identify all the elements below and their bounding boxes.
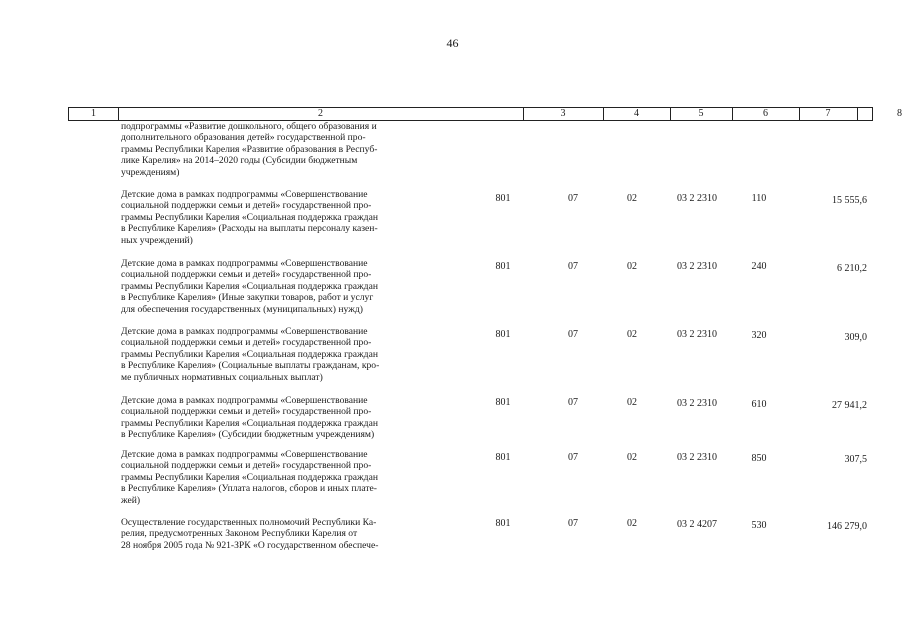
header-col-7: 7 (825, 108, 831, 119)
description-line: граммы Республики Карелия «Развитие образования в Респуб- (121, 143, 378, 155)
description-line: социальной поддержки семьи и детей» государственной про- (121, 337, 372, 349)
description-line: в Республике Карелия» (Иные закупки товаров, работ и услуг (121, 292, 374, 304)
cell-target-item: 03 2 4207 (677, 519, 717, 530)
description-line: социальной поддержки семьи и детей» государственной про- (121, 460, 372, 472)
header-col-2: 2 (318, 108, 323, 119)
cell-admin-code: 801 (495, 518, 511, 529)
cell-target-item: 03 2 2310 (677, 398, 717, 409)
cell-target-item: 03 2 2310 (677, 193, 717, 204)
header-col-8: 8 (897, 108, 902, 119)
cell-amount: 309,0 (844, 332, 867, 343)
cell-subsection: 02 (627, 518, 637, 529)
description-line: дополнительного образования детей» государственной про- (121, 132, 366, 144)
cell-amount: 15 555,6 (832, 195, 867, 206)
description-line: Осуществление государственных полномочий Республики Ка- (121, 517, 377, 528)
description-line: ме публичных нормативных социальных выплат) (121, 371, 323, 383)
cell-admin-code: 801 (495, 193, 511, 204)
description-line: социальной поддержки семьи и детей» государственной про- (121, 269, 372, 281)
cell-admin-code: 801 (495, 329, 511, 340)
cell-expense-type: 530 (751, 520, 767, 531)
row-description (121, 189, 451, 246)
description-line: учреждениям) (121, 166, 180, 178)
description-line: граммы Республики Карелия «Социальная поддержка граждан (121, 471, 378, 483)
row-description (121, 395, 451, 441)
description-line: жей) (121, 494, 141, 506)
cell-target-item: 03 2 2310 (677, 261, 717, 272)
cell-admin-code: 801 (495, 261, 511, 272)
description-line: подпрограммы «Развитие дошкольного, общего образования и (121, 121, 377, 132)
cell-subsection: 02 (627, 329, 637, 340)
description-line: Детские дома в рамках подпрограммы «Совершенствование (121, 258, 368, 269)
description-line: в Республике Карелия» (Субсидии бюджетным учреждениям) (121, 429, 375, 441)
cell-amount: 146 279,0 (827, 521, 867, 532)
description-line: в Республике Карелия» (Расходы на выплаты персоналу казен- (121, 223, 378, 235)
cell-subsection: 02 (627, 193, 637, 204)
cell-section: 07 (568, 329, 578, 340)
header-col-1: 1 (91, 108, 96, 119)
row-description (121, 121, 451, 178)
cell-amount: 307,5 (844, 454, 867, 465)
description-line: социальной поддержки семьи и детей» государственной про- (121, 200, 372, 212)
cell-section: 07 (568, 193, 578, 204)
description-line: граммы Республики Карелия «Социальная поддержка граждан (121, 211, 378, 223)
header-col-3: 3 (560, 108, 566, 119)
cell-expense-type: 240 (751, 261, 767, 272)
cell-subsection: 02 (627, 397, 637, 408)
description-line: граммы Республики Карелия «Социальная поддержка граждан (121, 417, 378, 429)
description-line: 28 ноября 2005 года № 921-ЗРК «О государственном обеспече- (121, 539, 379, 551)
cell-section: 07 (568, 261, 578, 272)
row-description (121, 326, 451, 383)
cell-section: 07 (568, 518, 578, 529)
description-line: социальной поддержки семьи и детей» государственной про- (121, 406, 372, 418)
description-line: Детские дома в рамках подпрограммы «Совершенствование (121, 449, 368, 460)
cell-section: 07 (568, 452, 578, 463)
cell-amount: 6 210,2 (837, 263, 867, 274)
cell-expense-type: 110 (751, 193, 767, 204)
description-line: граммы Республики Карелия «Социальная поддержка граждан (121, 280, 378, 292)
description-line: релия, предусмотренных Законом Республики Карелия от (121, 528, 358, 540)
row-description (121, 449, 451, 506)
description-line: для обеспечения государственных (муниципальных) нужд) (121, 303, 363, 315)
description-line: Детские дома в рамках подпрограммы «Совершенствование (121, 326, 368, 337)
description-line: лике Карелия» на 2014–2020 годы (Субсидии бюджетным (121, 155, 358, 167)
page-number: 46 (446, 36, 459, 50)
description-line: в Республике Карелия» (Уплата налогов, сборов и иных плате- (121, 483, 377, 495)
table-header-row (68, 107, 902, 121)
cell-section: 07 (568, 397, 578, 408)
cell-target-item: 03 2 2310 (677, 452, 717, 463)
cell-amount: 27 941,2 (832, 400, 867, 411)
cell-admin-code: 801 (495, 397, 511, 408)
description-line: в Республике Карелия» (Социальные выплаты гражданам, кро- (121, 360, 380, 372)
description-line: Детские дома в рамках подпрограммы «Совершенствование (121, 189, 368, 200)
header-col-4: 4 (634, 108, 639, 119)
cell-admin-code: 801 (495, 452, 511, 463)
row-description (121, 517, 451, 551)
description-line: граммы Республики Карелия «Социальная поддержка граждан (121, 348, 378, 360)
cell-expense-type: 320 (751, 330, 767, 341)
row-description (121, 258, 451, 315)
description-line: Детские дома в рамках подпрограммы «Совершенствование (121, 395, 368, 406)
cell-subsection: 02 (627, 261, 637, 272)
cell-expense-type: 610 (751, 399, 767, 410)
description-line: ных учреждений) (121, 234, 193, 246)
cell-target-item: 03 2 2310 (677, 329, 717, 340)
cell-subsection: 02 (627, 452, 637, 463)
header-col-5: 5 (698, 108, 704, 119)
cell-expense-type: 850 (751, 453, 767, 464)
header-col-6: 6 (763, 108, 768, 119)
